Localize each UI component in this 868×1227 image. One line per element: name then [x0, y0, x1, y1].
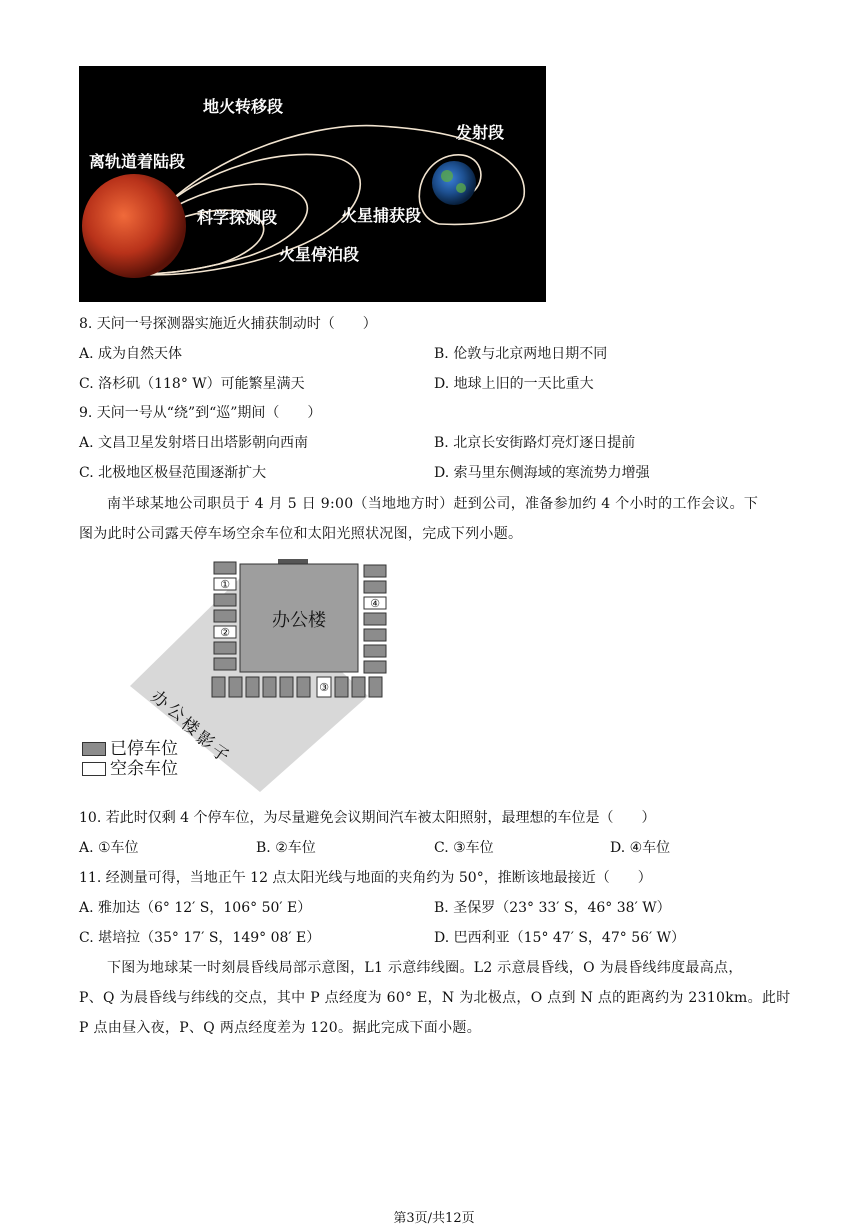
question-9-option-c[interactable]: C. 北极地区极昼范围逐渐扩大 — [79, 465, 267, 481]
passage-1-line-2: 图为此时公司露天停车场空余车位和太阳光照状况图，完成下列小题。 — [79, 526, 523, 542]
question-11-option-a[interactable]: A. 雅加达（6° 12′ S，106° 50′ E） — [79, 900, 312, 916]
passage-2-line-1: 下图为地球某一时刻晨昏线局部示意图，L1 示意纬线圈。L2 示意晨昏线，O 为晨昏线纬度最高点， — [107, 960, 743, 976]
shadow-char-5: 子 — [207, 740, 233, 767]
legend-empty-swatch — [82, 762, 106, 776]
shadow-char-2: 公 — [163, 699, 189, 726]
shadow-char-3: 楼 — [177, 713, 203, 740]
shadow-char-4: 影 — [192, 727, 218, 754]
passage-2-line-3: P 点由昼入夜，P、Q 两点经度差为 120。据此完成下面小题。 — [79, 1020, 481, 1036]
question-10-option-a[interactable]: A. ①车位 — [79, 840, 139, 856]
question-11-option-b[interactable]: B. 圣保罗（23° 33′ S，46° 38′ W） — [434, 900, 671, 916]
shadow-char-1: 办 — [147, 686, 173, 713]
question-8-stem: 8. 天问一号探测器实施近火捕获制动时（ ） — [79, 316, 377, 332]
label-science: 科学探测段 — [197, 208, 278, 227]
spot-2: ② — [220, 626, 230, 639]
earth-planet — [432, 161, 476, 205]
question-11-stem: 11. 经测量可得，当地正午 12 点太阳光线与地面的夹角约为 50°，推断该地最接近（ ） — [79, 870, 652, 886]
spot-1: ① — [220, 578, 230, 591]
mars-planet — [82, 174, 186, 278]
parking-figure — [78, 556, 408, 796]
office-building-label: 办公楼 — [272, 610, 326, 631]
question-8-option-c[interactable]: C. 洛杉矶（118° W）可能繁星满天 — [79, 376, 305, 392]
question-8-option-d[interactable]: D. 地球上旧的一天比重大 — [434, 376, 594, 392]
label-deorbit: 离轨道着陆段 — [89, 152, 186, 171]
question-9-stem: 9. 天问一号从“绕”到“巡”期间（ ） — [79, 405, 322, 421]
question-9-option-b[interactable]: B. 北京长安街路灯亮灯逐日提前 — [434, 435, 636, 451]
question-10-option-c[interactable]: C. ③车位 — [434, 840, 494, 856]
page-number: 第3页/共12页 — [393, 1211, 475, 1226]
spot-3: ③ — [319, 681, 329, 694]
question-10-option-b[interactable]: B. ②车位 — [256, 840, 316, 856]
passage-1-line-1: 南半球某地公司职员于 4 月 5 日 9:00（当地地方时）赶到公司，准备参加约 4 个小时的工作会议。下 — [107, 496, 759, 512]
label-capture: 火星捕获段 — [341, 206, 422, 225]
question-11-option-c[interactable]: C. 堪培拉（35° 17′ S，149° 08′ E） — [79, 930, 321, 946]
question-9-option-a[interactable]: A. 文昌卫星发射塔日出塔影朝向西南 — [79, 435, 309, 451]
orbit-diagram — [79, 66, 546, 302]
question-9-option-d[interactable]: D. 索马里东侧海域的寒流势力增强 — [434, 465, 650, 481]
spot-4: ④ — [370, 597, 380, 610]
question-8-option-b[interactable]: B. 伦敦与北京两地日期不同 — [434, 346, 608, 362]
legend-occupied-label: 已停车位 — [110, 739, 178, 759]
label-transfer: 地火转移段 — [203, 97, 284, 116]
label-launch: 发射段 — [456, 123, 505, 142]
question-10-option-d[interactable]: D. ④车位 — [610, 840, 671, 856]
question-11-option-d[interactable]: D. 巴西利亚（15° 47′ S，47° 56′ W） — [434, 930, 686, 946]
orbit-figure — [79, 66, 546, 302]
label-parking: 火星停泊段 — [279, 245, 360, 264]
question-8-option-a[interactable]: A. 成为自然天体 — [79, 346, 183, 362]
question-10-stem: 10. 若此时仅剩 4 个停车位，为尽量避免会议期间汽车被太阳照射，最理想的车位是（ ） — [79, 810, 656, 826]
legend-empty-label: 空余车位 — [110, 759, 178, 779]
legend-empty — [82, 754, 178, 779]
passage-2-line-2: P、Q 为晨昏线与纬线的交点，其中 P 点经度为 60° E，N 为北极点，O 点到 N 点的距离约为 2310km。此时 — [79, 990, 791, 1006]
